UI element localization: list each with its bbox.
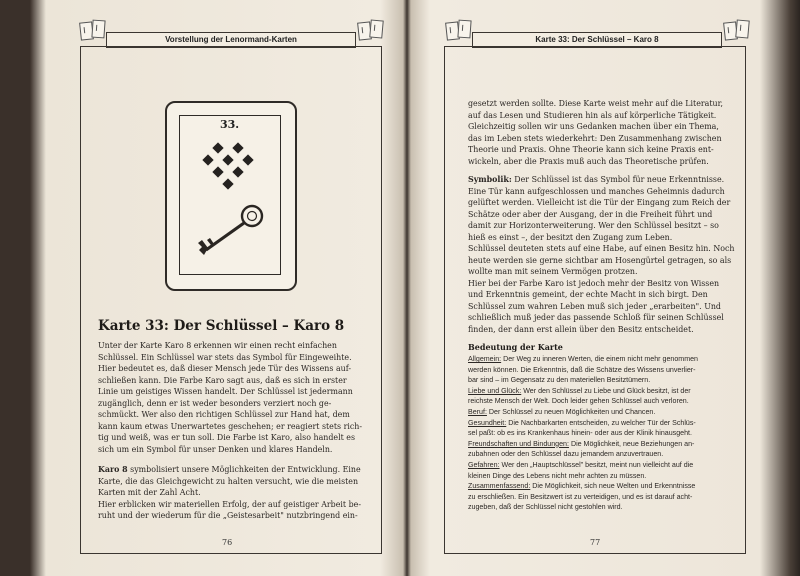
meaning-label: Zusammenfassend: bbox=[468, 482, 531, 491]
text-line: kann kaum etwas Unerwartetes geschehen; er reagiert stets rich- bbox=[98, 421, 363, 431]
meaning-label: Beruf: bbox=[468, 407, 487, 416]
lenormand-card-illustration bbox=[165, 101, 297, 291]
running-header: Karte 33: Der Schlüssel – Karo 8 bbox=[472, 32, 722, 48]
text-line: Karten mit der Zahl Acht. bbox=[98, 488, 201, 497]
text-line: zubahnen oder den Schlüssel dazu jemandem anzuvertrauen. bbox=[468, 450, 664, 459]
text-line: bar sind – im Gegensatz zu den materiellen Besitztümern. bbox=[468, 376, 651, 385]
diamond-icon bbox=[222, 154, 233, 165]
body-paragraph-2 bbox=[98, 464, 366, 522]
text-line: Hier bei der Farbe Karo ist jedoch mehr der Besitz von Wissen bbox=[468, 278, 720, 288]
meaning-label: Gesundheit: bbox=[468, 418, 507, 427]
text-line: sich um ein Symbol für unser Denken und klares Handeln. bbox=[98, 444, 333, 454]
text-line: gesetzt werden sollte. Diese Karte weist mehr auf die Literatur, bbox=[468, 99, 724, 108]
text-line: Der Schlüssel ist das Symbol für neue Erkenntnisse. bbox=[511, 175, 725, 184]
corner-card-icon bbox=[735, 19, 750, 38]
text-line: kleinen Dinge des Lebens nicht mehr achten zu müssen. bbox=[468, 471, 647, 480]
text-line: auf das Lesen und Studieren hin als auf körperliche Tätigkeit. bbox=[468, 110, 717, 120]
text-line: Eine Tür kann aufgeschlossen und manches Geheimnis dadurch bbox=[468, 186, 725, 196]
text-line: Karte, die das Gleichgewicht zu halten versucht, wie die meisten bbox=[98, 476, 359, 486]
chapter-title: Karte 33: Der Schlüssel – Karo 8 bbox=[98, 318, 345, 334]
text-line: Theorie und Praxis. Ohne Theorie kann sich keine Praxis ent- bbox=[468, 145, 714, 154]
body-paragraph-1 bbox=[98, 340, 366, 455]
diamond-icon bbox=[222, 178, 233, 189]
text-line: Hier erblicken wir materiellen Erfolg, der auf geistiger Arbeit be- bbox=[98, 499, 361, 509]
meaning-zusammenfassend bbox=[468, 481, 738, 513]
text-line: ruht und der wiederum für die „Geistesarbeit" nutzbringend ein- bbox=[98, 511, 358, 520]
running-header: Vorstellung der Lenormand-Karten bbox=[106, 32, 356, 48]
meaning-label: Gefahren: bbox=[468, 460, 500, 469]
text-line: das im Leben stets wiederkehrt: Den Zusammenhang zwischen bbox=[468, 133, 722, 143]
diamond-icon bbox=[242, 154, 253, 165]
corner-card-icon bbox=[91, 20, 105, 39]
text-line: hieß es einst –, der besitzt den Zugang zum Leben. bbox=[468, 232, 673, 242]
meaning-label: Allgemein: bbox=[468, 355, 502, 363]
section-heading: Bedeutung der Karte bbox=[468, 342, 563, 352]
text-line: zugänglich, denn er ist weder besonders verziert noch ge- bbox=[98, 398, 332, 408]
text-line: schließen kann. Die Farbe Karo sagt aus, daß es sich in erster bbox=[98, 375, 347, 385]
text-line: Wer den „Hauptschlüssel" besitzt, meint nun vielleicht auf die bbox=[499, 460, 694, 469]
meaning-gefahren bbox=[468, 460, 738, 481]
text-line: und Erkenntnis gemeint, der echte Macht in sich birgt. Den bbox=[468, 290, 708, 299]
diamond-icon bbox=[232, 166, 243, 177]
meaning-label: Freundschaften und Bindungen: bbox=[468, 439, 569, 448]
diamond-icon bbox=[202, 154, 213, 165]
text-line: wickeln, aber die Praxis muß auch das Theoretische prüfen. bbox=[468, 156, 709, 166]
key-icon bbox=[194, 200, 270, 260]
text-line: finden, der dann erst allein über den Besitz entscheidet. bbox=[468, 324, 694, 334]
meaning-freundschaften bbox=[468, 439, 738, 460]
text-line: Die Möglichkeit, sich neue Welten und Erkenntnisse bbox=[530, 482, 696, 491]
text-line: Der Weg zu inneren Werten, die einem nicht mehr genommen bbox=[501, 355, 699, 363]
card-number: 33. bbox=[220, 118, 240, 131]
meaning-liebe bbox=[468, 386, 738, 407]
meaning-label: Liebe und Glück: bbox=[468, 386, 522, 395]
left-page bbox=[58, 8, 392, 568]
corner-card-icon bbox=[457, 20, 471, 39]
text-line: symbolisiert unsere Möglichkeiten der Entwicklung. Eine bbox=[127, 465, 361, 474]
text-line: damit zur Horizonterweiterung. Wer den Schlüssel besitzt – so bbox=[468, 221, 719, 230]
text-line: Der Schlüssel zu neuen Möglichkeiten und Chancen. bbox=[486, 407, 656, 416]
text-line: tig und weiß, was er tun soll. Die Farbe ist Karo, also handelt es bbox=[98, 433, 355, 442]
bold-lead: Symbolik: bbox=[468, 175, 512, 184]
text-line: Schätze oder aber der Ausgang, der in die Freiheit führt und bbox=[468, 209, 713, 219]
text-line: Wer den Schlüssel zu Liebe und Glück besitzt, ist der bbox=[521, 386, 691, 395]
text-line: Schlüssel zum wahren Leben muß sich jeder „erarbeiten". Und bbox=[468, 301, 721, 311]
diamond-icon bbox=[212, 166, 223, 177]
text-line: Gleichzeitig sollen wir uns Gedanken machen über ein Thema, bbox=[468, 122, 719, 131]
page-number: 76 bbox=[222, 538, 233, 547]
text-line: schließlich muß jeder das passende Schloß für seinen Schlüssel bbox=[468, 313, 724, 322]
diamond-icon bbox=[232, 142, 243, 153]
meaning-gesundheit bbox=[468, 418, 738, 439]
diamond-icon bbox=[212, 142, 223, 153]
meanings-list bbox=[468, 354, 738, 513]
meaning-allgemein bbox=[468, 354, 738, 386]
text-line: gelüftet werden. Vielleicht ist die Tür der Eingang zum Reich der bbox=[468, 198, 731, 207]
body-paragraph-1 bbox=[468, 98, 736, 167]
text-line: schmückt. Wer also den richtigen Schlüssel zur Hand hat, dem bbox=[98, 410, 350, 419]
text-line: Die Möglichkeit, neue Beziehungen an- bbox=[568, 439, 695, 448]
text-line: zu erschließen. Ein Besitzwert ist zu verteidigen, und es ist darauf acht- bbox=[468, 492, 693, 501]
corner-card-icon bbox=[369, 19, 384, 38]
text-line: Schlüssel deuteten stets auf eine Habe, auf einen Besitz hin. Noch bbox=[468, 244, 735, 253]
text-line: Die Nachbarkarten entscheiden, zu welcher Tür der Schlüs- bbox=[506, 418, 696, 427]
text-line: werden können. Die Erkenntnis, daß die Schätze des Wissens unverlier- bbox=[468, 365, 696, 374]
text-line: Hier bedeutet es, daß dieser Mensch jede Tür des Wissens auf- bbox=[98, 364, 352, 373]
symbolik-paragraph bbox=[468, 174, 736, 335]
text-line: Linie um geistiges Wissen handelt. Der Schlüssel ist jedermann bbox=[98, 387, 353, 396]
text-line: sel paßt: ob es ins Krankenhaus hinein- oder aus der Klinik hinausgeht. bbox=[468, 429, 692, 438]
text-line: zugeben, daß der Schlüssel nicht gestohlen wird. bbox=[468, 503, 623, 512]
text-line: reichste Mensch der Welt. Doch leider gehen Schlüssel auch verloren. bbox=[468, 397, 689, 406]
text-line: heute werden sie gerne sichtbar am Hosengürtel getragen, so als bbox=[468, 255, 732, 265]
text-line: Unter der Karte Karo 8 erkennen wir einen recht einfachen bbox=[98, 341, 337, 350]
meaning-beruf bbox=[468, 407, 738, 418]
text-line: wollte man mit seinem Vermögen protzen. bbox=[468, 267, 638, 276]
page-number: 77 bbox=[590, 538, 601, 547]
text-line: Schlüssel. Ein Schlüssel war stets das Symbol für Eingeweihte. bbox=[98, 352, 352, 362]
bold-lead: Karo 8 bbox=[98, 465, 128, 474]
right-page bbox=[428, 8, 758, 568]
